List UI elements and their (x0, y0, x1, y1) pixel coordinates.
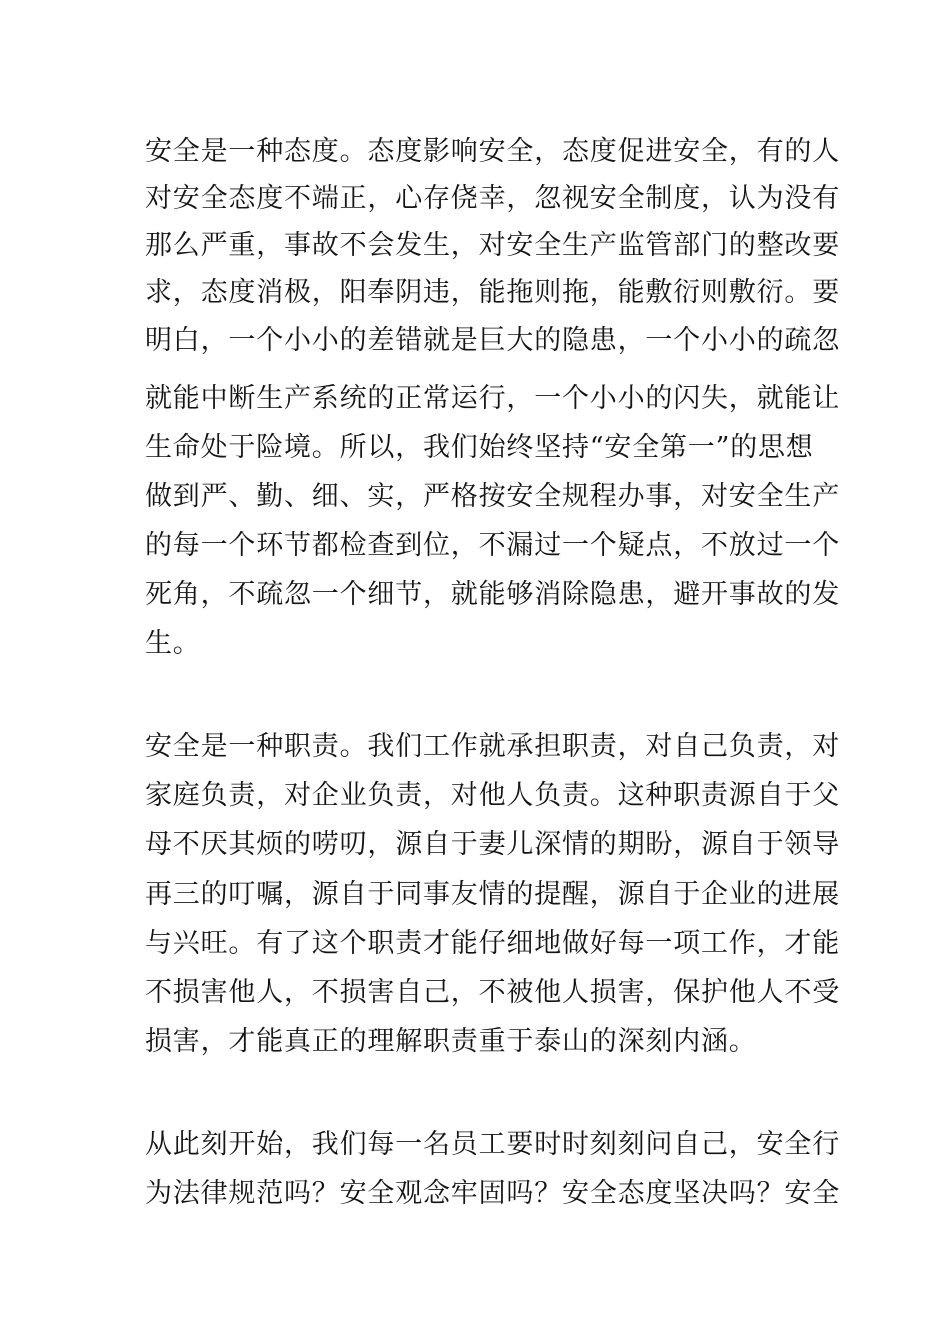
text-line: 生命处于险境。所以，我们始终坚持“安全第一”的思想 (145, 432, 814, 463)
text-line: 死角，不疏忽一个细节，就能够消除隐患，避开事故的发 (145, 579, 840, 610)
text-line: 那么严重，事故不会发生，对安全生产监管部门的整改要 (145, 230, 840, 261)
text-line: 与兴旺。有了这个职责才能仔细地做好每一项工作，才能 (145, 928, 840, 959)
text-line: 安全是一种态度。态度影响安全，态度促进安全，有的人 (145, 136, 840, 167)
text-line: 为法律规范吗？安全观念牢固吗？安全态度坚决吗？安全 (145, 1178, 840, 1209)
text-line: 家庭负责，对企业负责，对他人负责。这种职责源自于父 (145, 780, 840, 811)
text-line: 母不厌其烦的唠叨，源自于妻儿深情的期盼，源自于领导 (145, 829, 840, 860)
text-line: 再三的叮嘱，源自于同事友情的提醒，源自于企业的进展 (145, 879, 840, 910)
text-line: 的每一个环节都检查到位，不漏过一个疑点，不放过一个 (145, 530, 840, 561)
text-line: 安全是一种职责。我们工作就承担职责，对自己负责，对 (145, 731, 840, 762)
text-line: 对安全态度不端正，心存侥幸，忽视安全制度，认为没有 (145, 183, 840, 214)
text-line: 不损害他人，不损害自己，不被他人损害，保护他人不受 (145, 977, 840, 1008)
text-line: 明白，一个小小的差错就是巨大的隐患，一个小小的疏忽 (145, 325, 840, 356)
text-line: 损害，才能真正的理解职责重于泰山的深刻内涵。 (145, 1026, 757, 1057)
text-line: 生。 (145, 628, 201, 659)
text-line: 求，态度消极，阳奉阴违，能拖则拖，能敷衍则敷衍。要 (145, 277, 840, 308)
text-line: 做到严、勤、细、实，严格按安全规程办事，对安全生产 (145, 481, 840, 512)
text-line: 从此刻开始，我们每一名员工要时时刻刻问自己，安全行 (145, 1129, 840, 1160)
text-line: 就能中断生产系统的正常运行，一个小小的闪失，就能让 (145, 383, 840, 414)
